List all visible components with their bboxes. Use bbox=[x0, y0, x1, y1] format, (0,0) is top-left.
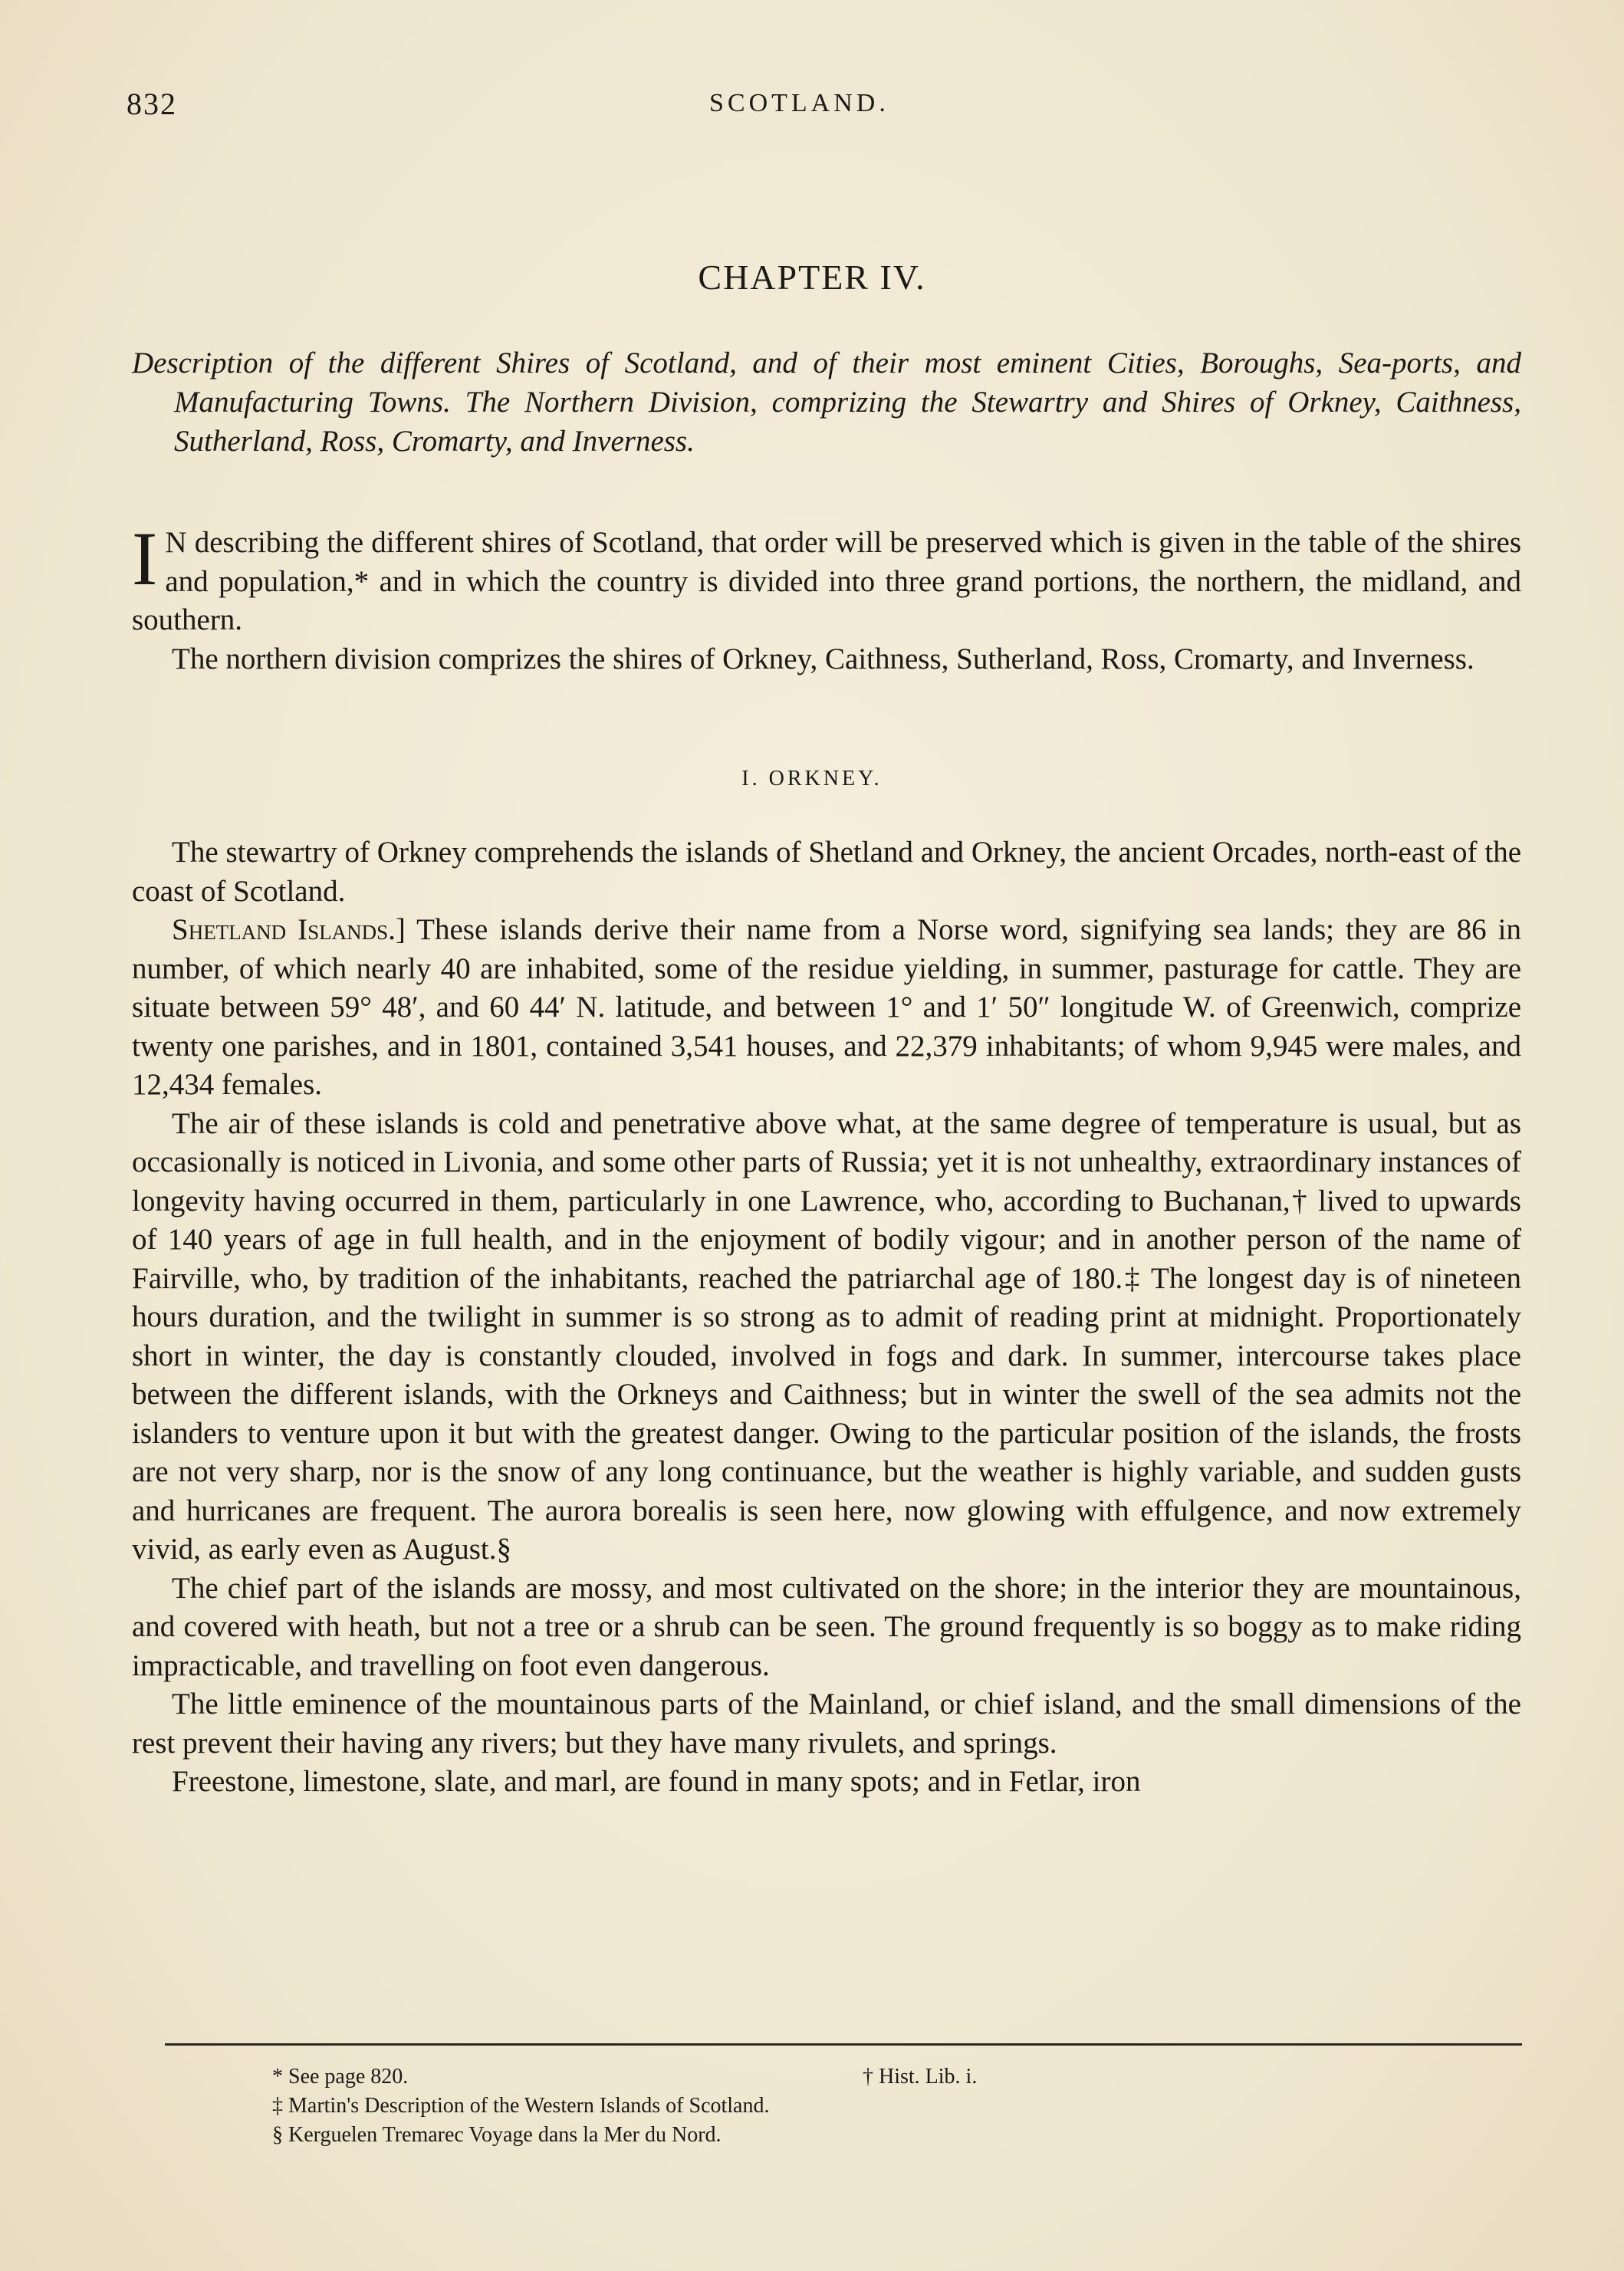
shetland-label: Shetland Islands.] bbox=[172, 913, 406, 946]
footnote-2: † Hist. Lib. i. bbox=[863, 2065, 978, 2089]
chapter-summary: Description of the different Shires of Scotland, and of their most eminent Cities, Boroughs, Sea-ports, and Manufacturing Towns. The Northern Division, comprizing the Stewartry and Shires of Orkney, Caithness, Sutherland, Ross, Cromarty, and Inverness. bbox=[132, 347, 1521, 458]
drop-cap: I bbox=[132, 516, 158, 601]
chapter-heading: CHAPTER IV. bbox=[698, 258, 926, 297]
section-paragraph-5: The little eminence of the mountainous parts of the Mainland, or chief island, and the small dimensions of the rest prevent their having any rivers; but they have many rivulets, and springs. bbox=[132, 1688, 1521, 1760]
footnote-1: * See page 820. bbox=[272, 2065, 409, 2089]
section-paragraph-2-text: These islands derive their name from a Norse word, signifying sea lands; they are 86 in number, of which nearly 40 are inhabited, some of the residue yielding, in summer, pasturage for cattle. They are situate between 59° 48′, and 60 44′ N. latitude, and between 1° and 1′ 50″ longitude W. of Greenwich, comprize twenty one parishes, and in 1801, contained 3,541 houses, and 22,379 inhabitants; of whom 9,945 were males, and 12,434 females. bbox=[132, 913, 1521, 1101]
section-paragraph-3: The air of these islands is cold and penetrative above what, at the same degree of temperature is usual, but as occasionally is noticed in Livonia, and some other parts of Russia; yet it is not unhealthy, extraordinary instances of longevity having occurred in them, particularly in one Lawrence, who, according to Buchanan,† lived to upwards of 140 years of age in full health, and in the enjoyment of bodily vigour; and in another person of the name of Fairville, who, by tradition of the inhabitants, reached the patriarchal age of 180.‡ The longest day is of nineteen hours duration, and the twilight in summer is so strong as to admit of reading print at midnight. Proportionately short in winter, the day is constantly clouded, involved in fogs and dark. In summer, intercourse takes place between the different islands, with the Orkneys and Caithness; but in winter the swell of the sea admits not the islanders to venture upon it but with the greatest danger. Owing to the particular position of the islands, the frosts are not very sharp, nor is the snow of any long continuance, but the weather is highly variable, and sudden gusts and hurricanes are frequent. The aurora borealis is seen here, now glowing with effulgence, and now extremely vivid, as early even as August.§ bbox=[132, 1106, 1521, 1566]
intro-text bbox=[132, 516, 1521, 679]
intro-paragraph-1 bbox=[132, 516, 1521, 640]
page-number: 832 bbox=[127, 87, 177, 121]
section-body bbox=[132, 833, 1521, 1802]
section-paragraph-2 bbox=[132, 911, 1521, 1105]
running-head bbox=[127, 86, 1522, 132]
section-paragraph-6: Freestone, limestone, slate, and marl, are found in many spots; and in Fetlar, iron bbox=[172, 1765, 1141, 1798]
section-heading: I. ORKNEY. bbox=[741, 767, 883, 790]
intro-paragraph-1-text: N describing the different shires of Scotland, that order will be preserved which is given in the table of the shires and population,* and in which the country is divided into three grand portions, the northern, the midland, and southern. bbox=[132, 526, 1521, 636]
section-paragraph-4: The chief part of the islands are mossy, and most cultivated on the shore; in the interior they are mountainous, and covered with heath, but not a tree or a shrub can be seen. The ground frequently is so boggy as to make riding impracticable, and travelling on foot even dangerous. bbox=[132, 1571, 1521, 1682]
intro-paragraph-2: The northern division comprizes the shires of Orkney, Caithness, Sutherland, Ross, Cromarty, and Inverness. bbox=[172, 642, 1474, 675]
running-title: SCOTLAND. bbox=[709, 89, 889, 117]
footnote-3: ‡ Martin's Description of the Western Islands of Scotland. bbox=[272, 2094, 770, 2118]
footnote-row bbox=[272, 2062, 1346, 2092]
footnotes bbox=[272, 2062, 1346, 2150]
footnote-4: § Kerguelen Tremarec Voyage dans la Mer du Nord. bbox=[272, 2123, 722, 2147]
footnote-rule bbox=[165, 2043, 1522, 2046]
section-paragraph-1: The stewartry of Orkney comprehends the islands of Shetland and Orkney, the ancient Orcades, north-east of the coast of Scotland. bbox=[132, 836, 1521, 908]
